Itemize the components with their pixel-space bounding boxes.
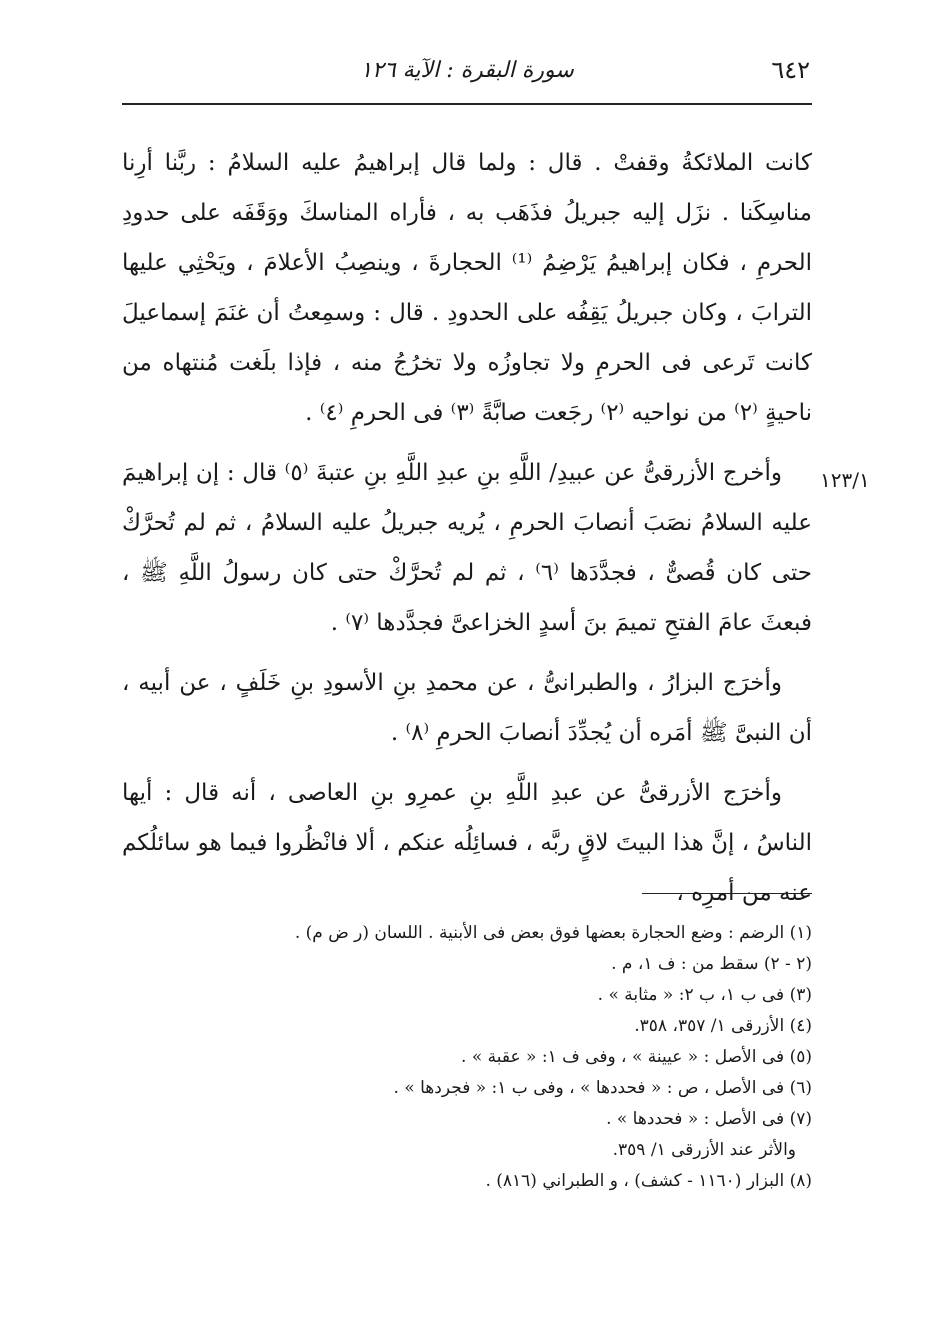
footnote: (١) الرضم : وضع الحجارة بعضها فوق بعض فى الأبنية . اللسان (ر ض م) . bbox=[294, 923, 812, 943]
running-title: سورة البقرة : الآية ١٢٦ bbox=[360, 58, 574, 83]
footnote: (٢ - ٢) سقط من : ف ١، م . bbox=[611, 954, 812, 974]
footnotes bbox=[122, 918, 812, 1197]
footnote: (٨) البزار (١١٦٠ - كشف) ، و الطبراني (٨١٦) . bbox=[485, 1171, 812, 1191]
footnote-rule bbox=[642, 893, 812, 894]
paragraph: كانت الملائكةُ وقفتْ . قال : ولما قال إبراهيمُ عليه السلامُ : ربَّنا أرِنا مناسِكَنا . نزَل إليه جبريلُ فذَهَب به ، فأراه المناسكَ ووَقَفَه على حدودِ الحرمِ ، فكان إبراهيمُ يَرْضِمُ ⁽¹⁾ الحجارةَ ، وينصِبُ الأعلامَ ، ويَحْثِي عليها الترابَ ، وكان جبريلُ يَقِفُه على الحدودِ . قال : وسمِعتُ أن غنَمَ إسماعيلَ كانت تَرعى فى الحرمِ ولا تجاوزُه ولا تخرُجُ منه ، فإذا بلَغت مُنتهاه من ناحيةٍ ⁽٢⁾ من نواحيه ⁽٢⁾ رجَعت صابَّةً ⁽٣⁾ فى الحرمِ ⁽٤⁾ . bbox=[122, 150, 812, 426]
paragraph: وأخرج الأزرقىُّ عن عبيدِ/ اللَّهِ بنِ عبدِ اللَّهِ بنِ عتبةَ ⁽٥⁾ قال : إن إبراهيمَ عليه السلامُ نصَبَ أنصابَ الحرمِ ، يُريه جبريلُ عليه السلامُ ، ثم لم تُحرَّكْ حتى كان قُصىٌّ ، فجدَّدَها ⁽٦⁾ ، ثم لم تُحرَّكْ حتى كان رسولُ اللَّهِ ﷺ ، فبعثَ عامَ الفتحِ تميمَ بنَ أسدٍ الخزاعىَّ فجدَّدها ⁽٧⁾ . bbox=[122, 460, 812, 636]
header-rule bbox=[122, 103, 812, 105]
main-text bbox=[122, 138, 812, 928]
footnote: (٦) فى الأصل ، ص : « فحددها » ، وفى ب ١: « فجردها » . bbox=[393, 1078, 812, 1098]
footnote: (٧) فى الأصل : « فحددها » . bbox=[606, 1109, 812, 1129]
footnote: (٣) فى ب ١، ب ٢: « مثابة » . bbox=[597, 985, 812, 1005]
footnote: والأثر عند الأزرقى ١/ ٣٥٩. bbox=[612, 1140, 796, 1160]
paragraph: وأخرَج الأزرقىُّ عن عبدِ اللَّهِ بنِ عمرِو بنِ العاصى ، أنه قال : أيها الناسُ ، إنَّ هذا البيتَ لاقٍ ربَّه ، فسائِلُه عنكم ، ألا فانْظُروا فيما هو سائلُكم عنه من أمرِه ، bbox=[122, 780, 812, 906]
paragraph: وأخرَج البزارُ ، والطبرانىُّ ، عن محمدِ بنِ الأسودِ بنِ خَلَفٍ ، عن أبيه ، أن النبىَّ ﷺ أمَره أن يُجدِّدَ أنصابَ الحرمِ ⁽٨⁾ . bbox=[122, 670, 812, 746]
margin-reference: ١٢٣/١ bbox=[820, 468, 870, 492]
footnote: (٥) فى الأصل : « عيينة » ، وفى ف ١: « عقبة » . bbox=[461, 1047, 812, 1067]
footnote: (٤) الأزرقى ١/ ٣٥٧، ٣٥٨. bbox=[634, 1016, 812, 1036]
page-header bbox=[122, 52, 812, 98]
page-number: ٦٤٢ bbox=[771, 56, 810, 84]
